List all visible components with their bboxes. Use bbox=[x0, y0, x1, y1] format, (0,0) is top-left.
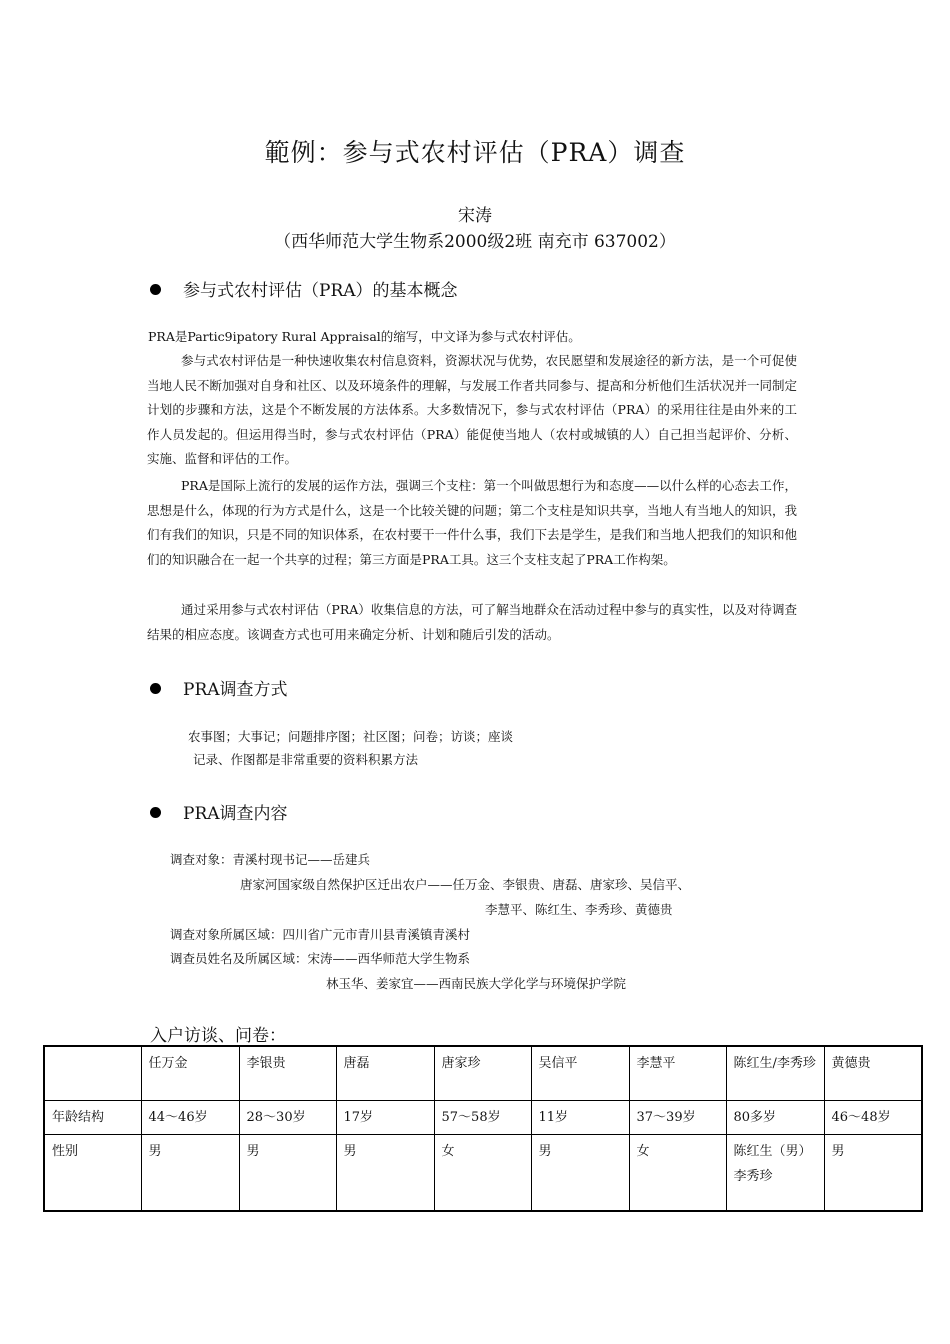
table-cell: 80多岁 bbox=[726, 1101, 824, 1135]
table-cell: 陈红生/李秀珍 bbox=[726, 1046, 824, 1101]
table-cell: 唐磊 bbox=[336, 1046, 434, 1101]
table-cell bbox=[44, 1046, 141, 1101]
table-cell: 唐家珍 bbox=[434, 1046, 531, 1101]
intro-line: PRA是Partic9ipatory Rural Appraisal的缩写，中文译为参与式农村评估。 bbox=[148, 329, 581, 344]
author-affiliation: （西华师范大学生物系2000级2班 南充市 637002） bbox=[274, 232, 676, 252]
survey-households-cont: 李慧平、陈红生、李秀珍、黄德贵 bbox=[485, 902, 673, 917]
table-row bbox=[44, 1101, 922, 1135]
bullet-icon bbox=[150, 683, 161, 694]
section-heading-text: PRA调查内容 bbox=[183, 804, 288, 824]
section-heading-text: PRA调查方式 bbox=[183, 680, 288, 700]
table-cell: 28～30岁 bbox=[239, 1101, 336, 1135]
survey-investigators-cont: 林玉华、姜家宜——西南民族大学化学与环境保护学院 bbox=[326, 976, 627, 991]
section-heading-content bbox=[150, 799, 288, 824]
page-title: 範例：参与式农村评估（PRA）调查 bbox=[264, 138, 686, 167]
table-header-row bbox=[44, 1046, 922, 1101]
paragraph: PRA是国际上流行的发展的运作方法，强调三个支柱：第一个叫做思想行为和态度——以什么样的心态去工作，思想是什么，体现的行为方式是什么，这是一个比较关键的问题；第二个支柱是知识共享，当地人有当地人的知识，我们有我们的知识，只是不同的知识体系，在农村要干一件什么事，我们下去是学生，是我们和当地人把我们的知识和他们的知识融合在一起一个共享的过程；第三方面是PRA工具。这三个支柱支起了PRA工作构架。 bbox=[147, 478, 798, 567]
survey-investigators: 调查员姓名及所属区域：宋涛——西华师范大学生物系 bbox=[170, 951, 471, 966]
table-cell: 任万金 bbox=[141, 1046, 239, 1101]
table-cell: 年龄结构 bbox=[44, 1101, 141, 1135]
table-cell: 黄德贵 bbox=[824, 1046, 922, 1101]
table-cell: 陈红生（男）李秀珍 bbox=[726, 1135, 824, 1212]
table-cell: 女 bbox=[434, 1135, 531, 1212]
bullet-icon bbox=[150, 807, 161, 818]
table-cell: 吴信平 bbox=[531, 1046, 629, 1101]
methods-list: 农事图；大事记；问题排序图；社区图；问卷；访谈；座谈 bbox=[188, 729, 514, 744]
table-row bbox=[44, 1135, 922, 1212]
survey-households: 唐家河国家级自然保护区迁出农户——任万金、李银贵、唐磊、唐家珍、吴信平、 bbox=[240, 877, 691, 892]
table-cell: 李银贵 bbox=[239, 1046, 336, 1101]
section-heading-concept bbox=[150, 276, 458, 301]
table-cell: 性别 bbox=[44, 1135, 141, 1212]
table-cell: 37～39岁 bbox=[629, 1101, 726, 1135]
paragraph: 通过采用参与式农村评估（PRA）收集信息的方法，可了解当地群众在活动过程中参与的真实性，以及对待调查结果的相应态度。该调查方式也可用来确定分析、计划和随后引发的活动。 bbox=[147, 602, 797, 642]
table-cell: 57～58岁 bbox=[434, 1101, 531, 1135]
table-cell: 女 bbox=[629, 1135, 726, 1212]
paragraph: 参与式农村评估是一种快速收集农村信息资料，资源状况与优势，农民愿望和发展途径的新方法，是一个可促使当地人民不断加强对自身和社区、以及环境条件的理解，与发展工作者共同参与、提高和分析他们生活状况并一同制定计划的步骤和方法，这是个不断发展的方法体系。大多数情况下，参与式农村评估（PRA）的采用往往是由外来的工作人员发起的。但运用得当时，参与式农村评估（PRA）能促使当地人（农村或城镇的人）自己担当起评价、分析、实施、监督和评估的工作。 bbox=[147, 353, 798, 467]
section-heading-text: 参与式农村评估（PRA）的基本概念 bbox=[183, 281, 458, 301]
survey-region: 调查对象所属区域：四川省广元市青川县青溪镇青溪村 bbox=[170, 927, 471, 942]
methods-note: 记录、作图都是非常重要的资料积累方法 bbox=[193, 752, 419, 767]
table-cell: 男 bbox=[239, 1135, 336, 1212]
bullet-icon bbox=[150, 284, 161, 295]
author-name: 宋涛 bbox=[458, 206, 492, 226]
table-cell: 李慧平 bbox=[629, 1046, 726, 1101]
table-cell: 11岁 bbox=[531, 1101, 629, 1135]
table-caption: 入户访谈、问卷： bbox=[150, 1026, 286, 1046]
table-cell: 男 bbox=[531, 1135, 629, 1212]
table-cell: 男 bbox=[141, 1135, 239, 1212]
section-heading-methods bbox=[150, 675, 288, 700]
survey-subject: 调查对象：青溪村现书记——岳建兵 bbox=[170, 852, 371, 867]
table-cell: 男 bbox=[336, 1135, 434, 1212]
interview-table bbox=[43, 1045, 923, 1212]
table-cell: 男 bbox=[824, 1135, 922, 1212]
table-cell: 17岁 bbox=[336, 1101, 434, 1135]
table-cell: 46～48岁 bbox=[824, 1101, 922, 1135]
table-cell: 44～46岁 bbox=[141, 1101, 239, 1135]
